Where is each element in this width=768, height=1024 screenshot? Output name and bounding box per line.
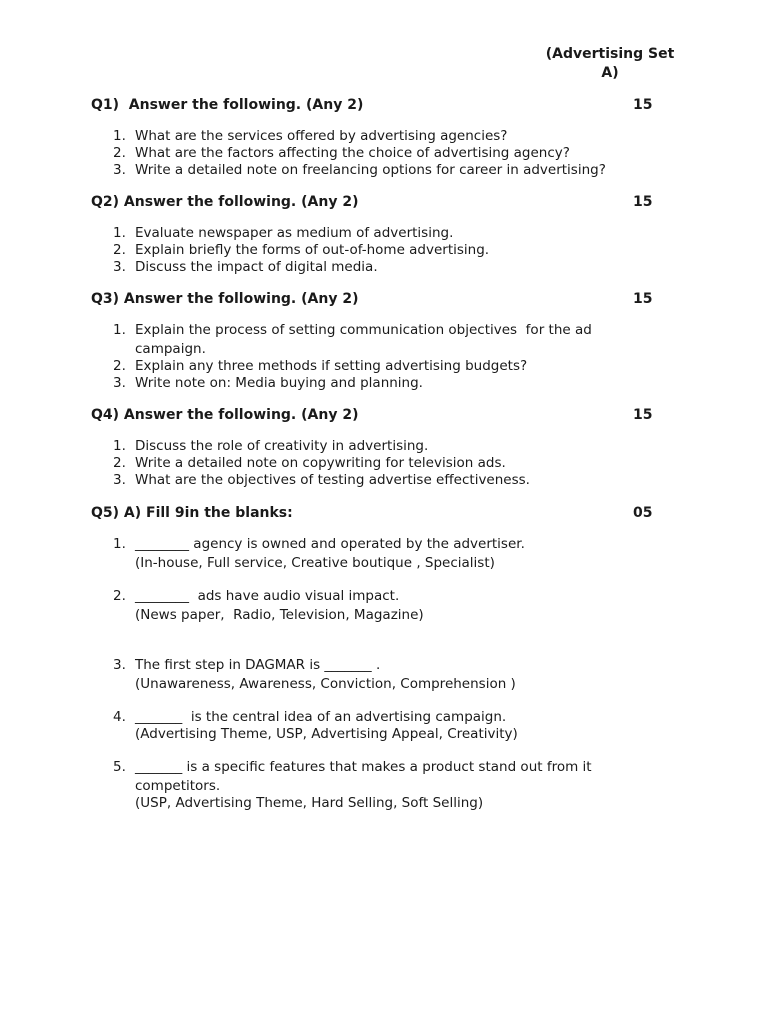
item-number: 4. xyxy=(113,709,126,725)
item-text: Discuss the impact of digital media. xyxy=(135,259,378,275)
item-number: 1. xyxy=(113,536,126,552)
q2-heading: Q2) Answer the following. (Any 2) xyxy=(91,194,359,210)
q3-marks: 15 xyxy=(633,291,653,307)
item-text: Write a detailed note on freelancing options for career in advertising? xyxy=(135,162,606,178)
q5-item-2 xyxy=(113,588,633,605)
item-number: 3. xyxy=(113,259,126,275)
item-text: What are the objectives of testing advertise effectiveness. xyxy=(135,472,530,488)
item-number: 2. xyxy=(113,242,126,258)
q1-item-2 xyxy=(113,145,633,162)
q4-item-1 xyxy=(113,438,633,455)
q5-item-1-options: (In-house, Full service, Creative boutique , Specialist) xyxy=(135,555,495,571)
q5-item-4-options: (Advertising Theme, USP, Advertising Appeal, Creativity) xyxy=(135,726,518,742)
q5-item-4 xyxy=(113,709,633,726)
q3-item-1 xyxy=(113,322,633,339)
q5-item-2-options: (News paper, Radio, Television, Magazine) xyxy=(135,607,424,623)
q5-item-5-options: (USP, Advertising Theme, Hard Selling, Soft Selling) xyxy=(135,795,484,811)
q3-item-3 xyxy=(113,375,633,392)
item-text: Explain briefly the forms of out-of-home advertising. xyxy=(135,242,490,258)
item-number: 2. xyxy=(113,588,126,604)
item-text: Explain the process of setting communication objectives for the ad xyxy=(135,322,592,338)
item-text: _______ is the central idea of an advertising campaign. xyxy=(135,709,507,725)
q5-marks: 05 xyxy=(633,505,653,521)
q5-item-5 xyxy=(113,759,633,776)
item-number: 3. xyxy=(113,472,126,488)
q1-marks: 15 xyxy=(633,97,653,113)
item-number: 3. xyxy=(113,162,126,178)
q4-item-3 xyxy=(113,472,633,489)
item-text: ________ agency is owned and operated by the advertiser. xyxy=(135,536,525,552)
q5-item-5-continuation: competitors. xyxy=(135,778,221,794)
q1-heading: Q1) Answer the following. (Any 2) xyxy=(91,97,364,113)
item-number: 1. xyxy=(113,128,126,144)
item-number: 2. xyxy=(113,145,126,161)
item-text: Write a detailed note on copywriting for television ads. xyxy=(135,455,506,471)
set-title-line2: A) xyxy=(601,65,619,81)
item-text: Explain any three methods if setting advertising budgets? xyxy=(135,358,528,374)
paper-set-title xyxy=(540,45,680,83)
item-text: The first step in DAGMAR is _______ . xyxy=(135,657,381,673)
item-number: 1. xyxy=(113,322,126,338)
q2-item-3 xyxy=(113,259,633,276)
item-text: Discuss the role of creativity in advertising. xyxy=(135,438,429,454)
set-title-line1: (Advertising Set xyxy=(545,46,675,62)
q2-marks: 15 xyxy=(633,194,653,210)
item-text: ________ ads have audio visual impact. xyxy=(135,588,400,604)
item-number: 2. xyxy=(113,455,126,471)
item-number: 3. xyxy=(113,375,126,391)
q4-heading: Q4) Answer the following. (Any 2) xyxy=(91,407,359,423)
item-text: Evaluate newspaper as medium of advertising. xyxy=(135,225,454,241)
q3-item-2 xyxy=(113,358,633,375)
q4-marks: 15 xyxy=(633,407,653,423)
item-number: 3. xyxy=(113,657,126,673)
q1-item-3 xyxy=(113,162,633,179)
item-text: What are the services offered by advertising agencies? xyxy=(135,128,508,144)
q2-item-1 xyxy=(113,225,633,242)
q5-heading: Q5) A) Fill 9in the blanks: xyxy=(91,505,293,521)
q5-item-3 xyxy=(113,657,633,674)
item-text: Write note on: Media buying and planning. xyxy=(135,375,423,391)
q5-item-1 xyxy=(113,536,633,553)
q5-item-3-options: (Unawareness, Awareness, Conviction, Comprehension ) xyxy=(135,676,516,692)
q2-item-2 xyxy=(113,242,633,259)
item-number: 1. xyxy=(113,225,126,241)
q1-item-1 xyxy=(113,128,633,145)
q3-heading: Q3) Answer the following. (Any 2) xyxy=(91,291,359,307)
q4-item-2 xyxy=(113,455,633,472)
item-text: What are the factors affecting the choice of advertising agency? xyxy=(135,145,570,161)
item-text: _______ is a specific features that makes a product stand out from it xyxy=(135,759,592,775)
item-number: 1. xyxy=(113,438,126,454)
q3-item-1-continuation: campaign. xyxy=(135,341,206,357)
item-number: 5. xyxy=(113,759,126,775)
item-number: 2. xyxy=(113,358,126,374)
